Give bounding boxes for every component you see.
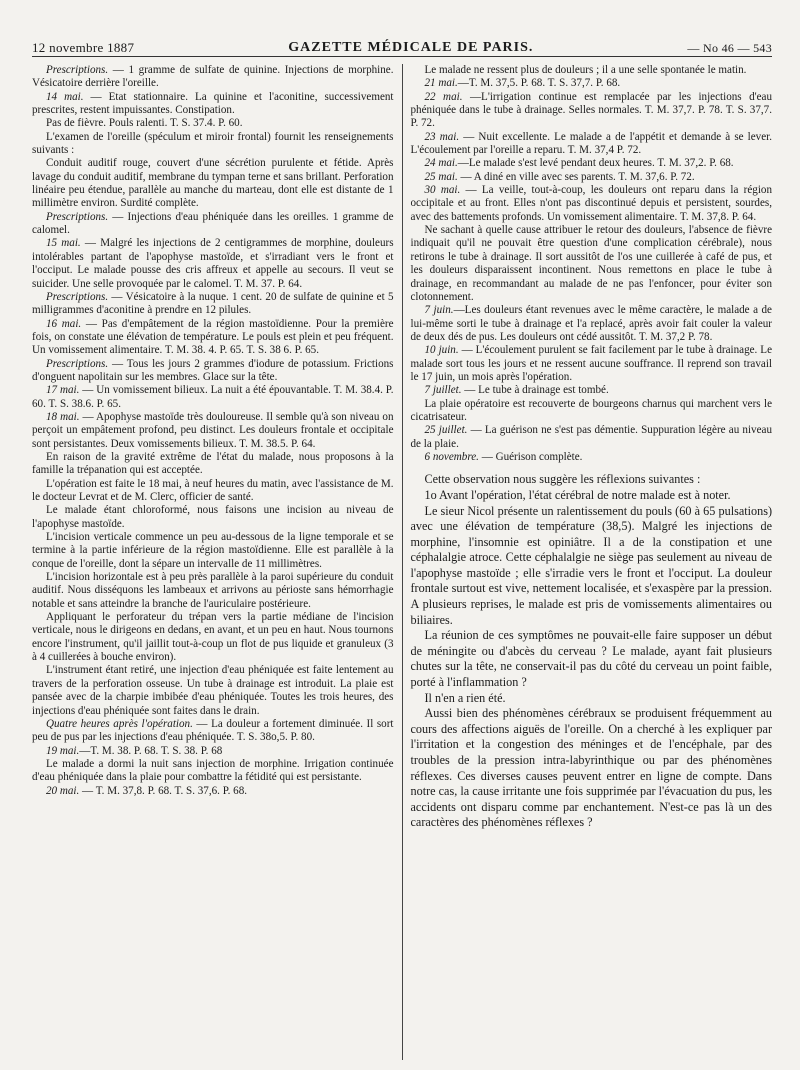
- paragraph: [411, 157, 773, 170]
- entry-text: — Tous les jours 2 grammes d'iodure de potassium. Frictions d'onguent napolitain sur les membres. Glace sur la tête.: [32, 357, 394, 383]
- entry-label: 15 mai.: [46, 237, 81, 250]
- discussion-paragraph: La réunion de ces symptômes ne pouvait-elle faire supposer un début de méningite ou d'abcès du cerveau ? Le malade, ayant fait plusieurs chutes sur la tête, ne conservait-il pas du côté du cerveau un point faible, porté à l'inflammation ?: [410, 628, 772, 690]
- entry-label: 20 mai.: [46, 784, 80, 797]
- discussion-paragraph: Le sieur Nicol présente un ralentissement du pouls (60 à 65 pulsations) avec une élévation de température (38,5). Malgré les injections de morphine, l'insomnie est opiniâtre. Il a de la constipation et une céphalalgie atroce. Cette céphalalgie ne siège pas seulement au niveau de l'apophyse mastoïde ; elle s'irradie vers le front et l'occiput. La douleur frontale surtout est vive, nettement localisée, et s'exaspère par la pression. A plusieurs reprises, le malade est pris de vomissements alimentaires ou biliaires.: [410, 503, 772, 627]
- entry-label: 21 mai.: [424, 77, 458, 90]
- entry-label: 7 juin.: [424, 304, 454, 317]
- entry-label: Quatre heures après l'opération.: [46, 717, 193, 730]
- entry-label: 17 mai.: [46, 384, 80, 397]
- paragraph: [32, 237, 394, 290]
- journal-title: GAZETTE MÉDICALE DE PARIS.: [288, 40, 534, 55]
- issue-number: — No 46 —: [687, 41, 750, 55]
- section-gap: [411, 464, 773, 472]
- paragraph: [32, 571, 394, 611]
- entry-text: — La douleur a fortement diminuée. Il sort peu de pus par les injections d'eau phéniquée. T. S. 38o,5. P. 80.: [32, 717, 394, 744]
- entry-label: 23 mai.: [424, 130, 460, 143]
- entry-text: —L'irrigation continue est remplacée par les injections d'eau phéniquée dans le tube à drainage. Selles normales. T. M. 37,7. P. 78. T. S. 37,7. P. 72.: [410, 90, 772, 130]
- paragraph: [32, 504, 394, 531]
- paragraph: [411, 304, 773, 344]
- entry-text: La plaie opératoire est recouverte de bourgeons charnus qui marchent vers le cicatrisateur.: [410, 397, 772, 423]
- entry-label: 25 mai.: [424, 170, 458, 183]
- discussion-paragraph: Aussi bien des phénomènes cérébraux se produisent fréquemment au cours des affections aiguës de l'oreille. On a cherché à les expliquer par l'irritation et la congestion des méninges et de l'encéphale, par des troubles de la pression intra-labyrinthique ou par des phénomènes réflexes. Ces diverses causes peuvent entrer en ligne de compte. Dans notre cas, la cause irritante une fois supprimée par l'évacuation du pus, les accidents ont disparu comme par enchantement. N'est-ce pas là un des caractères des phénomènes réflexes ?: [410, 706, 772, 830]
- paragraph: [32, 451, 394, 478]
- issue-date: 12 novembre 1887: [32, 40, 135, 55]
- discussion-paragraph: Cette observation nous suggère les réflexions suivantes :: [424, 472, 701, 487]
- page-number: 543: [753, 41, 772, 55]
- entry-text: —Les douleurs étant revenues avec le même caractère, le malade a de lui-même sorti le tube à drainage et l'a replacé, après avoir fait couler la valeur de deux dés de pus. Les douleurs ont cédé aussitôt. T. M. 37,2 P. 78.: [410, 304, 772, 343]
- entry-text: —T. M. 37,5. P. 68. T. S. 37,7. P. 68.: [457, 77, 621, 90]
- paragraph: [32, 91, 394, 118]
- entry-text: —Le malade s'est levé pendant deux heures. T. M. 37,2. P. 68.: [457, 157, 734, 170]
- entry-text: — La guérison ne s'est pas démentie. Suppuration légère au niveau de la plaie.: [410, 424, 772, 450]
- entry-text: L'instrument étant retiré, une injection d'eau phéniquée est faite lentement au travers de la perforation osseuse. Un tube à drainage est introduit. La plaie est pansée avec de la charpie imbibée d'eau phéniquée. Toutes les trois heures, des injections d'eau phéniquée sont faites dans le drain.: [32, 664, 394, 717]
- paragraph: [411, 424, 773, 451]
- paragraph: [32, 291, 394, 318]
- discussion-paragraph: Il n'en a rien été.: [424, 690, 506, 705]
- running-header: [32, 34, 772, 57]
- paragraph: [411, 398, 773, 425]
- entry-text: — Etat stationnaire. La quinine et l'aconitine, successivement prescrites, restent impuissantes. Constipation.: [32, 90, 394, 117]
- paragraph: [411, 184, 773, 224]
- entry-label: 16 mai.: [46, 317, 82, 330]
- paragraph: [32, 64, 394, 91]
- entry-text: — T. M. 37,8. P. 68. T. S. 37,6. P. 68.: [79, 784, 248, 797]
- entry-text: — Un vomissement bilieux. La nuit a été épouvantable. T. M. 38.4. P. 60. T. S. 38.6. P. 65.: [32, 384, 394, 410]
- paragraph: [411, 91, 773, 131]
- entry-text: — 1 gramme de sulfate de quinine. Injections de morphine. Vésicatoire derrière l'oreille.: [32, 64, 394, 90]
- entry-text: — Malgré les injections de 2 centigrammes de morphine, douleurs intolérables partant de l'apophyse mastoïde, et s'irradiant vers le front et l'occiput. Le malade pousse des cris affreux et appelle au secours. Il veut se suicider. Une selle provoquée par le calomel. T. M. 37. P. 64.: [32, 237, 394, 290]
- paragraph: [411, 451, 773, 464]
- entry-text: Pas de fièvre. Pouls ralenti. T. S. 37.4. P. 60.: [46, 117, 243, 130]
- right-column: [403, 64, 773, 1060]
- entry-text: Le malade ne ressent plus de douleurs ; il a une selle spontanée le matin.: [424, 64, 747, 76]
- paragraph: [32, 745, 394, 758]
- paragraph: [32, 384, 394, 411]
- entry-text: Le malade étant chloroformé, nous faisons une incision au niveau de l'apophyse mastoïde.: [32, 504, 394, 530]
- entry-text: L'incision horizontale est à peu près parallèle à la paroi supérieure du conduit auditif. Nous disséquons les lambeaux et arrivons au périoste sans hémorrhagie notable et sans atteindre la branche de l'auriculaire postérieure.: [32, 571, 394, 610]
- entry-text: — L'écoulement purulent se fait facilement par le tube à drainage. Le malade sort tous les jours et ne ressent aucune souffrance. Il reprend son travail le 17 juin, un mois après l'opération.: [410, 344, 772, 383]
- paragraph: [411, 224, 773, 304]
- paragraph: [32, 131, 394, 158]
- entry-text: — La veille, tout-à-coup, les douleurs ont reparu dans la région occipitale et au front. Elles n'ont pas discontinué depuis et persistent, sourdes, avec des battements profonds. Un vomissement alimentaire. T. M. 37,8. P. 64.: [410, 184, 772, 223]
- entry-text: Le malade a dormi la nuit sans injection de morphine. Irrigation continuée d'eau phéniquée dans la plaie pour combattre la fétidité qui est persistante.: [32, 757, 394, 784]
- entry-label: 25 juillet.: [424, 424, 468, 437]
- discussion-paragraph: 1o Avant l'opération, l'état cérébral de notre malade est à noter.: [424, 487, 731, 502]
- entry-label: 19 mai.: [46, 744, 80, 757]
- case-notes: [411, 64, 773, 464]
- entry-label: Prescriptions.: [46, 210, 109, 223]
- discussion: [411, 472, 773, 831]
- paragraph: [32, 478, 394, 505]
- paragraph: [32, 758, 394, 785]
- entry-text: — Injections d'eau phéniquée dans les oreilles. 1 gramme de calomel.: [32, 210, 394, 237]
- entry-label: 14 mai.: [46, 90, 84, 103]
- paragraph: [32, 411, 394, 451]
- entry-label: 10 juin.: [424, 344, 459, 357]
- entry-label: 6 novembre.: [424, 450, 479, 463]
- entry-label: 24 mai.: [424, 157, 458, 170]
- entry-label: Prescriptions.: [46, 64, 109, 76]
- article-body: [32, 64, 772, 1060]
- entry-text: Ne sachant à quelle cause attribuer le retour des douleurs, l'absence de fièvre indiquait qu'il ne pouvait être question d'une complication cérébrale), nous retirons le tube à drainage. Il sort aussitôt de l'os une cuillerée à café de pus, et les douleurs disparaissent incontinent. Nous remettons en place le tube à drainage, en recommandant au malade de ne pas l'enfoncer, pour éviter son clotonnement.: [410, 224, 772, 303]
- paragraph: [32, 358, 394, 385]
- paragraph: [32, 718, 394, 745]
- entry-text: — Apophyse mastoïde très douloureuse. Il semble qu'à son niveau on perçoit un empâtement profond, peu distinct. Les douleurs frontale et occipitale sont persistantes. Deux vomissements bilieux. T. M. 38.5. P. 64.: [32, 410, 394, 450]
- entry-text: L'incision verticale commence un peu au-dessous de la ligne temporale et se termine à la partie inférieure de la région mastoïdienne. Elle est parallèle à la conque de l'oreille, dont la sépare un intervalle de 11 millimètres.: [32, 531, 394, 570]
- entry-label: Prescriptions.: [46, 357, 109, 370]
- paragraph: [411, 171, 773, 184]
- entry-label: 18 mai.: [46, 410, 80, 423]
- entry-text: — Pas d'empâtement de la région mastoïdienne. Pour la première fois, on constate une élévation de température. Le pouls est plein et peu fréquent. Un vomissement alimentaire. T. M. 38. 4. P. 65. T. S. 38 6. P. 65.: [32, 317, 394, 357]
- entry-text: —T. M. 38. P. 68. T. S. 38. P. 68: [79, 744, 223, 757]
- entry-label: 7 juillet.: [424, 384, 462, 397]
- entry-text: — A diné en ville avec ses parents. T. M. 37,6. P. 72.: [457, 170, 695, 183]
- paragraph: [32, 664, 394, 717]
- paragraph: [32, 531, 394, 571]
- entry-text: Conduit auditif rouge, couvert d'une sécrétion purulente et fétide. Après lavage du conduit auditif, membrane du tympan terne et sans brillant. Perforation linéaire peu étendue, parallèle au manche du marteau, dont elle est distante de 1 millimètre environ. Surdité complète.: [32, 157, 394, 210]
- paragraph: [411, 344, 773, 384]
- entry-label: 22 mai.: [424, 90, 463, 103]
- entry-text: — Nuit excellente. Le malade a de l'appétit et demande à se lever. L'écoulement par l'oreille a reparu. T. M. 37,4 P. 72.: [410, 130, 772, 157]
- entry-text: L'examen de l'oreille (spéculum et miroir frontal) fournit les renseignements suivants :: [32, 130, 394, 157]
- entry-label: Prescriptions.: [46, 290, 109, 303]
- paragraph: [32, 318, 394, 358]
- entry-text: En raison de la gravité extrême de l'état du malade, nous proposons à la famille la trépanation qui est acceptée.: [32, 450, 394, 477]
- paragraph: [32, 211, 394, 238]
- left-column: [32, 64, 402, 1060]
- paragraph: [32, 611, 394, 664]
- paragraph: [32, 785, 394, 798]
- paragraph: [32, 117, 394, 130]
- entry-label: 30 mai.: [424, 184, 461, 197]
- entry-text: L'opération est faite le 18 mai, à neuf heures du matin, avec l'assistance de M. le docteur Levrat et de M. Clerc, officier de santé.: [32, 477, 394, 503]
- issue-page: [687, 41, 772, 56]
- entry-text: — Le tube à drainage est tombé.: [461, 384, 609, 397]
- paragraph: [32, 157, 394, 210]
- paragraph: [411, 131, 773, 158]
- entry-text: — Guérison complète.: [478, 450, 583, 463]
- paragraph: [411, 77, 773, 90]
- paragraph: [411, 64, 773, 77]
- entry-text: — Vésicatoire à la nuque. 1 cent. 20 de sulfate de quinine et 5 milligrammes d'aconitine à prendre en 12 pilules.: [32, 290, 394, 317]
- paragraph: [411, 384, 773, 397]
- entry-text: Appliquant le perforateur du trépan vers la partie médiane de l'incision verticale, nous le dirigeons en dedans, en avant, et un peu en haut. Nous tournons encore l'instrument, qu'il jaillit tout-à-coup un flot de pus liquide et granuleux (3 à 4 cuillerées à bouche environ).: [32, 611, 394, 664]
